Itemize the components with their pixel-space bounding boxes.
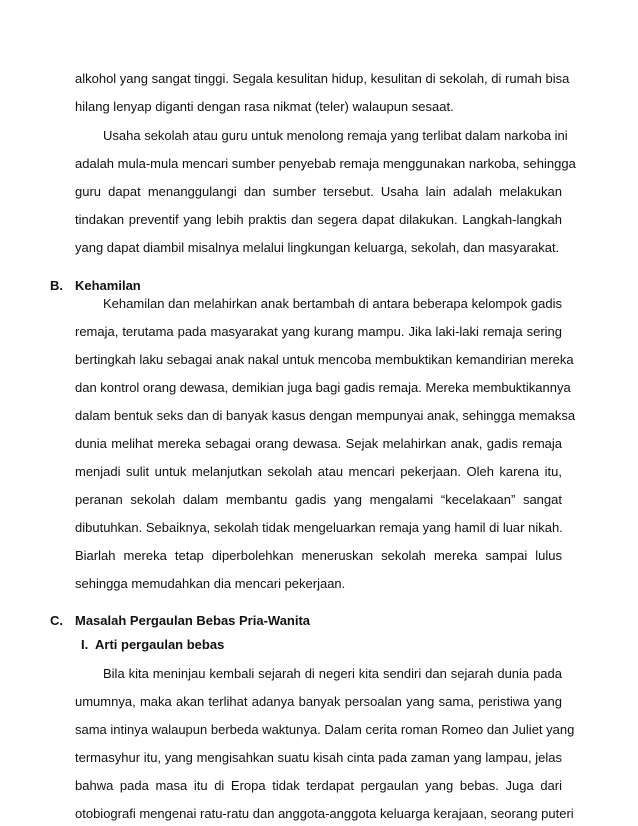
text-line: menjadi sulit untuk melanjutkan sekolah atau mencari pekerjaan. Oleh karena itu, — [75, 464, 562, 479]
text-line: umumnya, maka akan terlihat adanya banyak persoalan yang sama, peristiwa yang — [75, 694, 562, 709]
text-line: Kehamilan dan melahirkan anak bertambah di antara beberapa kelompok gadis — [103, 296, 562, 311]
text-line: sehingga memudahkan dia mencari pekerjaan. — [75, 576, 346, 591]
section-heading-b — [50, 278, 141, 294]
text-line: tindakan preventif yang lebih praktis dan segera dapat dilakukan. Langkah-langkah — [75, 212, 562, 227]
text-line: hilang lenyap diganti dengan rasa nikmat (teler) walaupun sesaat. — [75, 99, 454, 114]
text-line: sama intinya walaupun berbeda waktunya. Dalam cerita roman Romeo dan Juliet yang — [75, 722, 575, 737]
text-line: bertingkah laku sebagai anak nakal untuk mencoba membuktikan kemandirian mereka — [75, 352, 574, 367]
subsection-title: Arti pergaulan bebas — [95, 637, 225, 652]
section-letter: C. — [50, 613, 63, 628]
text-line: Bila kita meninjau kembali sejarah di negeri kita sendiri dan sejarah dunia pada — [103, 666, 562, 681]
section-heading-c — [50, 613, 310, 629]
subsection-heading — [81, 637, 224, 653]
text-line: dunia melihat mereka sebagai orang dewasa. Sejak melahirkan anak, gadis remaja — [75, 436, 562, 451]
text-line: Biarlah mereka tetap diperbolehkan meneruskan sekolah mereka sampai lulus — [75, 548, 562, 563]
text-line: Usaha sekolah atau guru untuk menolong remaja yang terlibat dalam narkoba ini — [103, 128, 568, 143]
text-line: dalam bentuk seks dan di banyak kasus dengan mempunyai anak, sehingga memaksa — [75, 408, 576, 423]
text-line: remaja, terutama pada masyarakat yang kurang mampu. Jika laki-laki remaja sering — [75, 324, 562, 339]
text-line: peranan sekolah dalam membantu gadis yang mengalami “kecelakaan” sangat — [75, 492, 562, 507]
text-line: bahwa pada masa itu di Eropa tidak terdapat pergaulan yang bebas. Juga dari — [75, 778, 562, 793]
text-line: dibutuhkan. Sebaiknya, sekolah tidak mengeluarkan remaja yang hamil di luar nikah. — [75, 520, 563, 535]
text-line: adalah mula-mula mencari sumber penyebab remaja menggunakan narkoba, sehingga — [75, 156, 576, 171]
text-line: alkohol yang sangat tinggi. Segala kesulitan hidup, kesulitan di sekolah, di rumah bisa — [75, 71, 570, 86]
text-line: dan kontrol orang dewasa, demikian juga bagi gadis remaja. Mereka membuktikannya — [75, 380, 571, 395]
section-title: Kehamilan — [75, 278, 141, 293]
text-line: termasyhur itu, yang mengisahkan suatu kisah cinta pada zaman yang lampau, jelas — [75, 750, 562, 765]
section-title: Masalah Pergaulan Bebas Pria-Wanita — [75, 613, 311, 628]
text-line: otobiografi mengenai ratu-ratu dan anggota-anggota keluarga kerajaan, seorang puteri — [75, 806, 574, 821]
section-letter: B. — [50, 278, 63, 293]
text-line: guru dapat menanggulangi dan sumber tersebut. Usaha lain adalah melakukan — [75, 184, 562, 199]
subsection-number: I. — [81, 637, 89, 652]
text-line: yang dapat diambil misalnya melalui lingkungan keluarga, sekolah, dan masyarakat. — [75, 240, 560, 255]
